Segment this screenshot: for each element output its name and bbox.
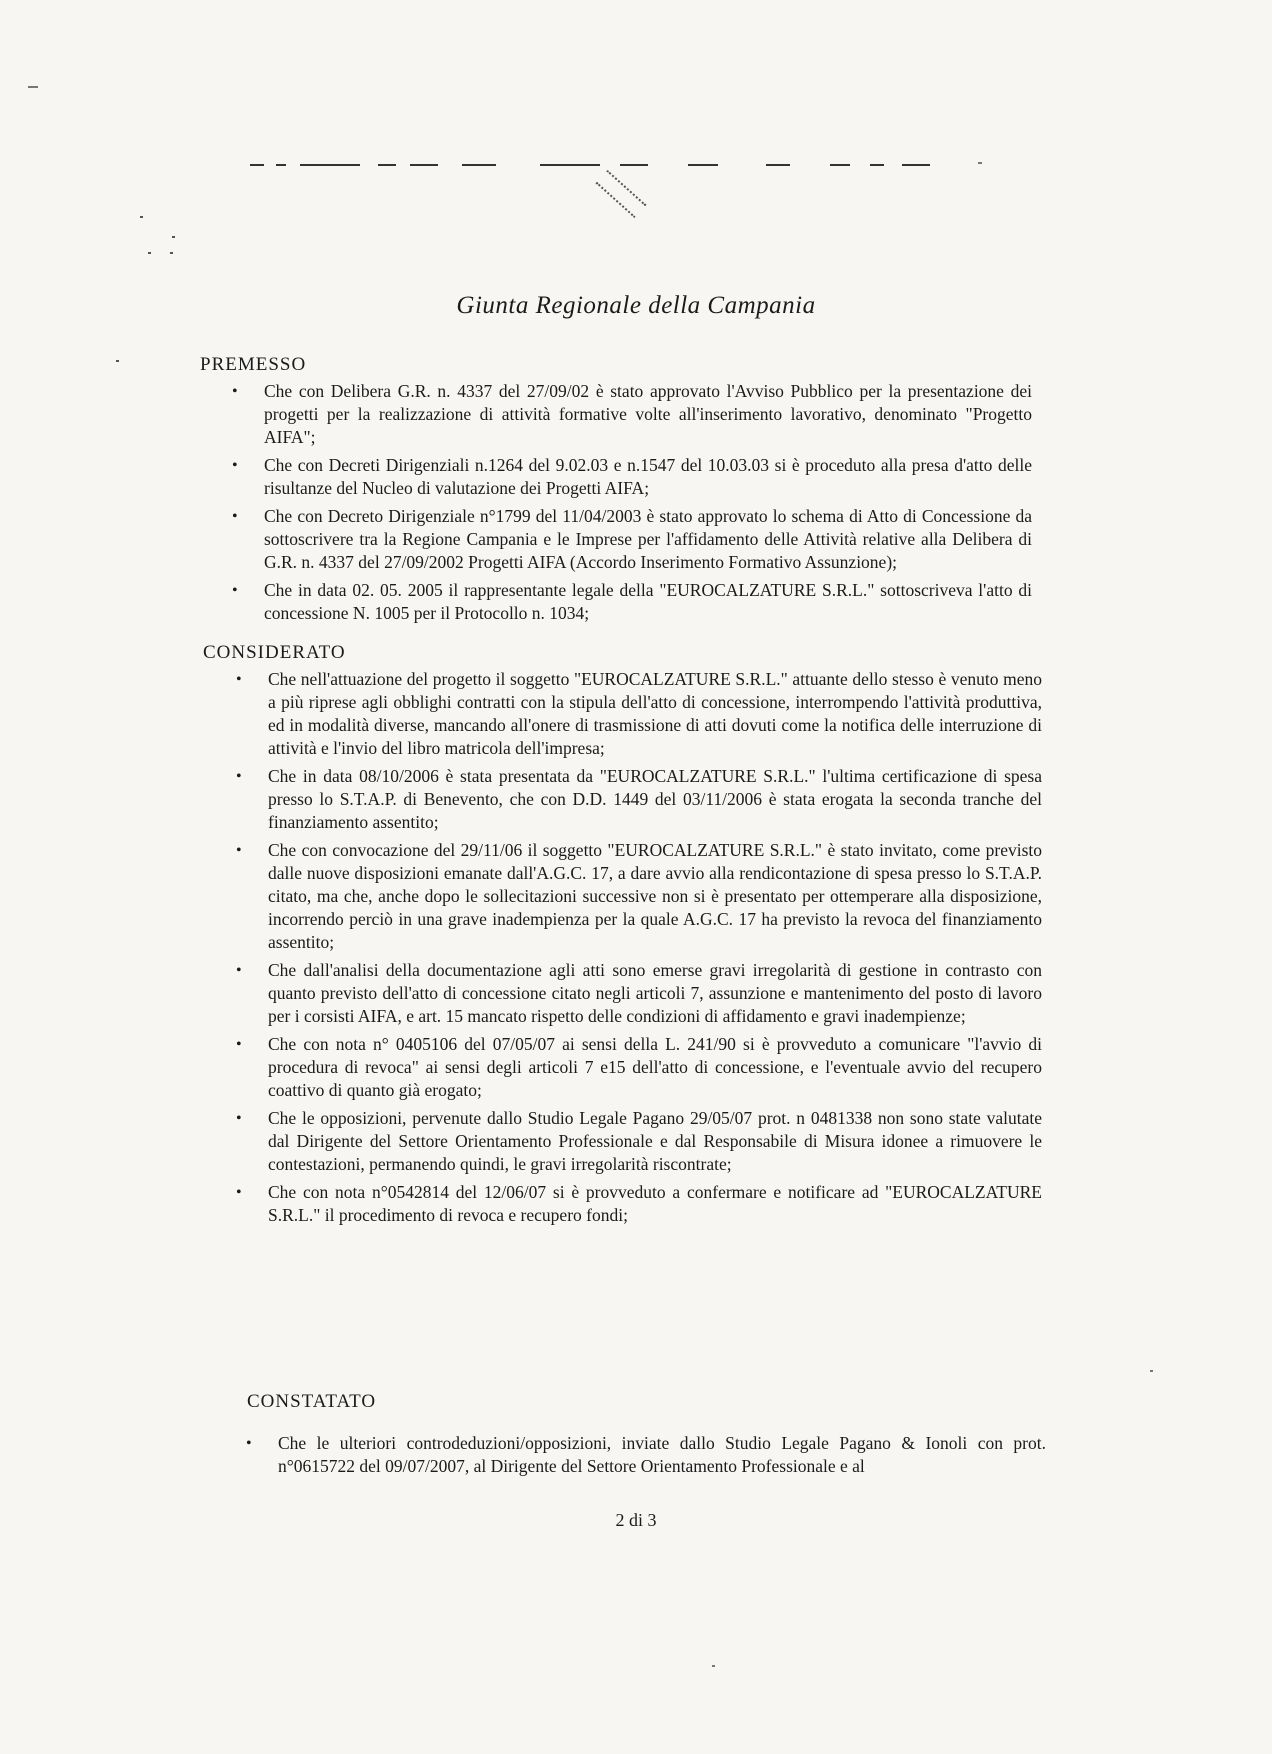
list-item: • Che con Decreti Dirigenziali n.1264 del 9.02.03 e n.1547 del 10.03.03 si è proceduto alla presa d'atto delle risultanze del Nucleo di valutazione dei Progetti AIFA; (232, 454, 1032, 500)
list-item: • Che con nota n° 0405106 del 07/05/07 ai sensi della L. 241/90 si è provveduto a comunicare "l'avvio di procedura di revoca" ai sensi degli articoli 7 e15 dell'atto di concessione, e l'eventuale avvio del recupero coattivo di quanto già erogato; (236, 1033, 1042, 1102)
list-item: • Che con nota n°0542814 del 12/06/07 si è provveduto a confermare e notificare ad "EUROCALZATURE S.R.L." il procedimento di revoca e recupero fondi; (236, 1181, 1042, 1227)
considerato-list (236, 668, 1042, 1232)
section-heading-constatato: CONSTATATO (247, 1391, 377, 1412)
list-item: • Che nell'attuazione del progetto il soggetto "EUROCALZATURE S.R.L." attuante dello stesso è venuto meno a più riprese agli obblighi contratti con la stipula dell'atto di concessione, interrompendo l'attività produttiva, ed in modalità diverse, mancando all'onere di trasmissione di atti dovuti come la notifica delle interruzione di attività e l'invio del libro matricola dell'impresa; (236, 668, 1042, 760)
scan-speck (140, 216, 143, 218)
premesso-list (232, 380, 1032, 630)
list-item: • Che le ulteriori controdeduzioni/opposizioni, inviate dallo Studio Legale Pagano & Ionoli con prot. n°0615722 del 09/07/2007, al Dirigente del Settore Orientamento Professionale e al (246, 1432, 1046, 1478)
scan-speck (116, 360, 119, 362)
list-item: • Che con Decreto Dirigenziale n°1799 del 11/04/2003 è stato approvato lo schema di Atto di Concessione da sottoscrivere tra la Regione Campania e le Imprese per l'affidamento delle Attività relative alla Delibera di G.R. n. 4337 del 27/09/2002 Progetti AIFA (Accordo Inserimento Formativo Assunzione); (232, 505, 1032, 574)
list-item: • Che con convocazione del 29/11/06 il soggetto "EUROCALZATURE S.R.L." è stato invitato, come previsto dalle nuove disposizioni emanate dall'A.G.C. 17, a dare avvio alla rendicontazione di spesa presso lo S.T.A.P. citato, ma che, anche dopo le sollecitazioni successive non si è presentato per ottemperare alla disposizione, incorrendo perciò in una grave inadempienza per la quale A.G.C. 17 ha previsto la revoca del finanziamento assentito; (236, 839, 1042, 954)
section-heading-premesso: PREMESSO (200, 354, 307, 375)
scan-speck (172, 236, 175, 238)
scan-edge-mark (1150, 1370, 1153, 1372)
list-item: • Che in data 08/10/2006 è stata presentata da "EUROCALZATURE S.R.L." l'ultima certificazione di spesa presso lo S.T.A.P. di Benevento, che con D.D. 1449 del 03/11/2006 è stata erogata la seconda tranche del finanziamento assentito; (236, 765, 1042, 834)
constatato-list (246, 1432, 1046, 1483)
list-item: • Che le opposizioni, pervenute dallo Studio Legale Pagano 29/05/07 prot. n 0481338 non sono state valutate dal Dirigente del Settore Orientamento Professionale e dal Responsabile di Misura idonee a rimuovere le contestazioni, permanendo quindi, le gravi irregolarità riscontrate; (236, 1107, 1042, 1176)
scan-speck (170, 252, 173, 254)
scan-header-dashes (250, 164, 1010, 176)
list-item: • Che con Delibera G.R. n. 4337 del 27/09/02 è stato approvato l'Avviso Pubblico per la presentazione dei progetti per la realizzazione di attività formative volte all'inserimento lavorativo, denominato "Progetto AIFA"; (232, 380, 1032, 449)
scan-edge-mark (712, 1665, 715, 1667)
scan-edge-mark (978, 162, 982, 164)
list-item: • Che in data 02. 05. 2005 il rappresentante legale della "EUROCALZATURE S.R.L." sottoscriveva l'atto di concessione N. 1005 per il Protocollo n. 1034; (232, 579, 1032, 625)
page-number: 2 di 3 (615, 1510, 657, 1530)
list-item: • Che dall'analisi della documentazione agli atti sono emerse gravi irregolarità di gestione in contrasto con quanto previsto dell'atto di concessione citato negli articoli 7, assunzione e mantenimento del posto di lavoro per i corsisti AIFA, e art. 15 mancato rispetto delle condizioni di affidamento e gravi inadempienze; (236, 959, 1042, 1028)
stamp-mark (596, 170, 647, 218)
scan-edge-mark (28, 86, 38, 88)
document-title: Giunta Regionale della Campania (456, 292, 816, 319)
scan-speck (148, 252, 151, 254)
section-heading-considerato: CONSIDERATO (203, 642, 346, 663)
